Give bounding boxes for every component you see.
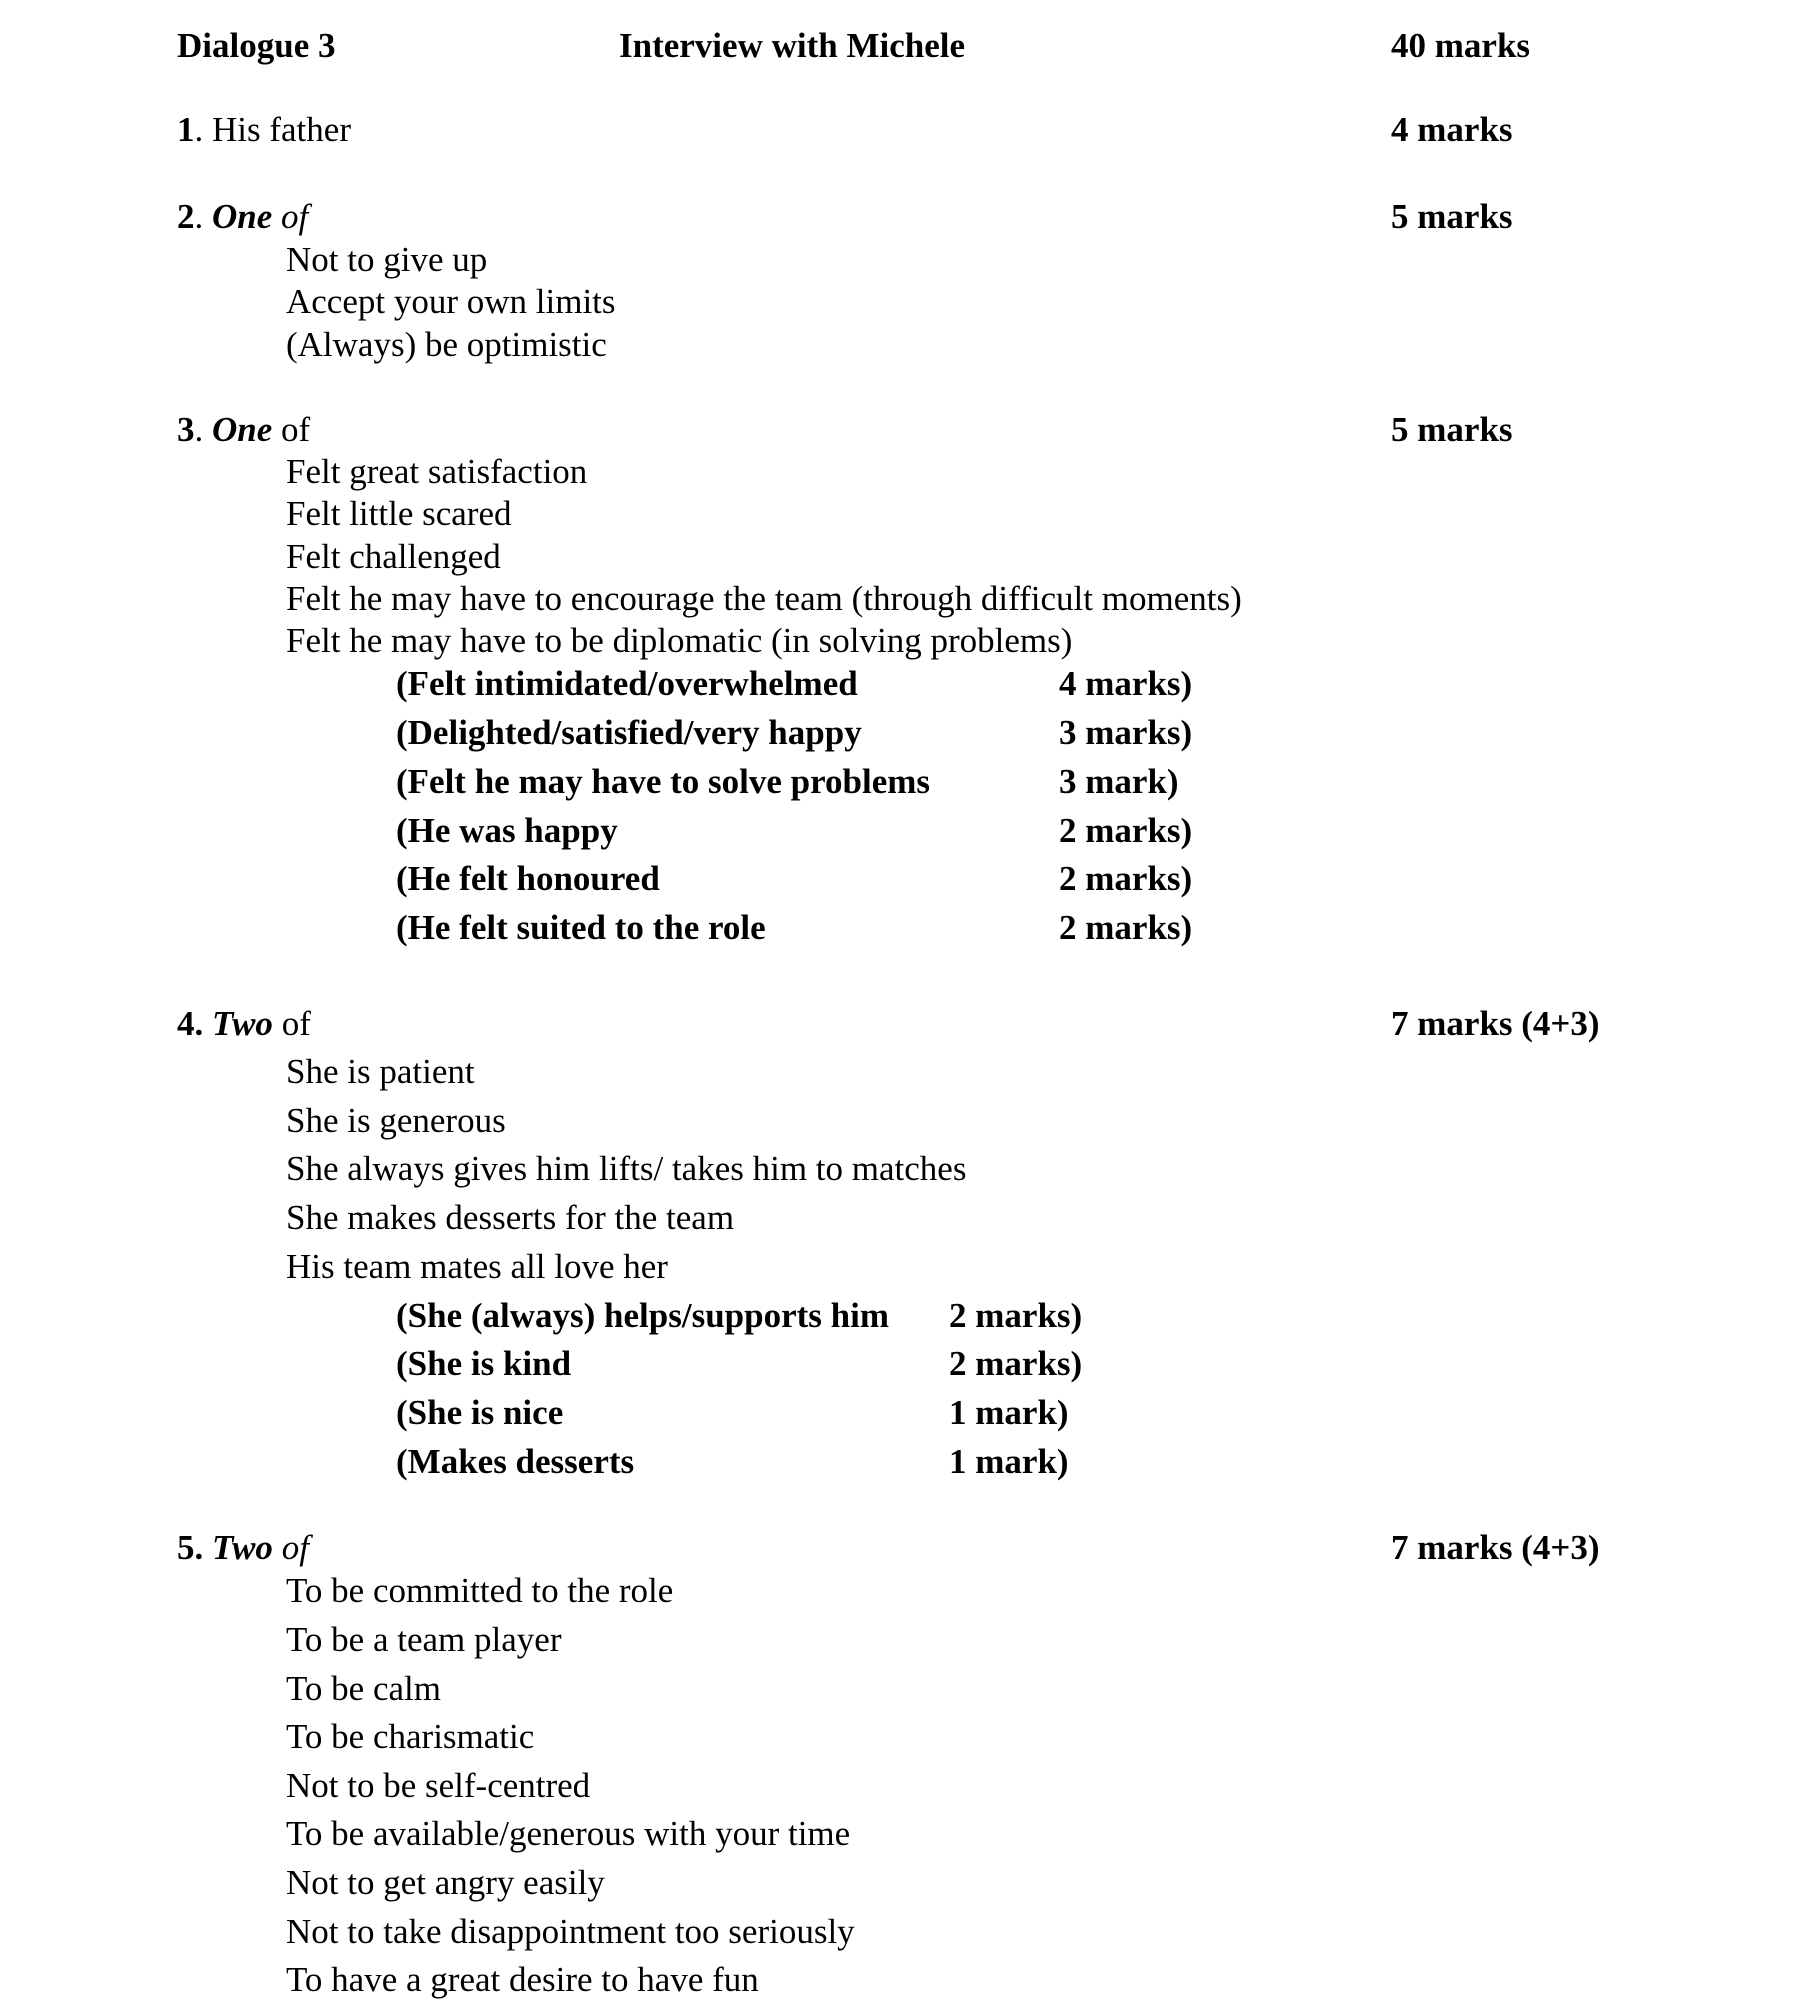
question-3-partial-answer: (Felt intimidated/overwhelmed [396, 664, 858, 703]
dialogue-label: Dialogue 3 [177, 26, 336, 65]
question-1 [177, 109, 351, 151]
question-4-answer: His team mates all love her [286, 1247, 668, 1286]
question-3-partial-answer: (He felt honoured [396, 859, 660, 898]
question-5-answer: To be available/generous with your time [286, 1814, 851, 1853]
question-2-answer: Not to give up [286, 240, 488, 279]
question-4-number: 4. [177, 1004, 204, 1043]
question-3-partial-marks: 4 marks) [1059, 664, 1193, 703]
question-1-answer: . His father [194, 110, 351, 149]
question-5-answer: To be charismatic [286, 1717, 535, 1756]
question-4-two: Two [212, 1004, 273, 1043]
question-1-marks: 4 marks [1391, 110, 1513, 149]
question-2-answer: (Always) be optimistic [286, 325, 607, 364]
question-2-marks: 5 marks [1391, 197, 1513, 236]
question-3-answer: Felt great satisfaction [286, 452, 588, 491]
question-5-answer: To be committed to the role [286, 1571, 674, 1610]
question-3-partial-answer: (Felt he may have to solve problems [396, 762, 931, 801]
question-3-answer: Felt he may have to be diplomatic (in solving problems) [286, 621, 1073, 660]
question-4-partial-answer: (She (always) helps/supports him [396, 1296, 890, 1335]
question-4-partial-answer: (She is nice [396, 1393, 564, 1432]
question-2-number: 2 [177, 197, 195, 236]
question-4-answer: She is patient [286, 1052, 475, 1091]
page-title: Interview with Michele [619, 26, 966, 65]
question-4-partial-answer: (Makes desserts [396, 1442, 635, 1481]
question-2-one: One [212, 197, 273, 236]
question-3: 3. One of [177, 410, 311, 449]
question-2-answer: Accept your own limits [286, 282, 616, 321]
question-5-answer: To have a great desire to have fun [286, 1960, 759, 1999]
question-3-marks: 5 marks [1391, 410, 1513, 449]
question-5-number: 5. [177, 1528, 204, 1567]
question-4-partial-marks: 2 marks) [949, 1344, 1083, 1383]
question-5-answer: Not to get angry easily [286, 1863, 605, 1902]
question-5: 5. Two of [177, 1528, 309, 1567]
question-3-answer: Felt he may have to encourage the team (through difficult moments) [286, 579, 1242, 618]
question-2: 2. One of [177, 197, 309, 236]
question-3-one: One [212, 410, 273, 449]
question-5-answer: Not to take disappointment too seriously [286, 1912, 855, 1951]
question-3-partial-marks: 2 marks) [1059, 859, 1193, 898]
total-marks: 40 marks [1391, 26, 1531, 65]
question-4: 4. Two of [177, 1004, 311, 1043]
question-5-answer: To be calm [286, 1669, 441, 1708]
question-3-answer: Felt challenged [286, 537, 501, 576]
question-5-answer: Not to be self-centred [286, 1766, 591, 1805]
question-4-partial-marks: 2 marks) [949, 1296, 1083, 1335]
question-4-partial-answer: (She is kind [396, 1344, 572, 1383]
question-3-partial-marks: 2 marks) [1059, 811, 1193, 850]
question-3-partial-marks: 3 marks) [1059, 713, 1193, 752]
question-4-answer: She makes desserts for the team [286, 1198, 735, 1237]
question-3-partial-answer: (Delighted/satisfied/very happy [396, 713, 862, 752]
question-5-marks: 7 marks (4+3) [1391, 1528, 1600, 1567]
question-3-partial-marks: 2 marks) [1059, 908, 1193, 947]
question-3-answer: Felt little scared [286, 494, 512, 533]
question-3-number: 3 [177, 410, 195, 449]
question-4-answer: She is generous [286, 1101, 506, 1140]
question-3-partial-answer: (He was happy [396, 811, 618, 850]
question-5-answer: To be a team player [286, 1620, 562, 1659]
question-1-number: 1 [177, 110, 195, 149]
question-4-partial-marks: 1 mark) [949, 1393, 1069, 1432]
question-4-marks: 7 marks (4+3) [1391, 1004, 1600, 1043]
question-3-partial-answer: (He felt suited to the role [396, 908, 766, 947]
question-4-partial-marks: 1 mark) [949, 1442, 1069, 1481]
question-5-two: Two [212, 1528, 273, 1567]
question-3-partial-marks: 3 mark) [1059, 762, 1179, 801]
question-4-answer: She always gives him lifts/ takes him to matches [286, 1149, 967, 1188]
